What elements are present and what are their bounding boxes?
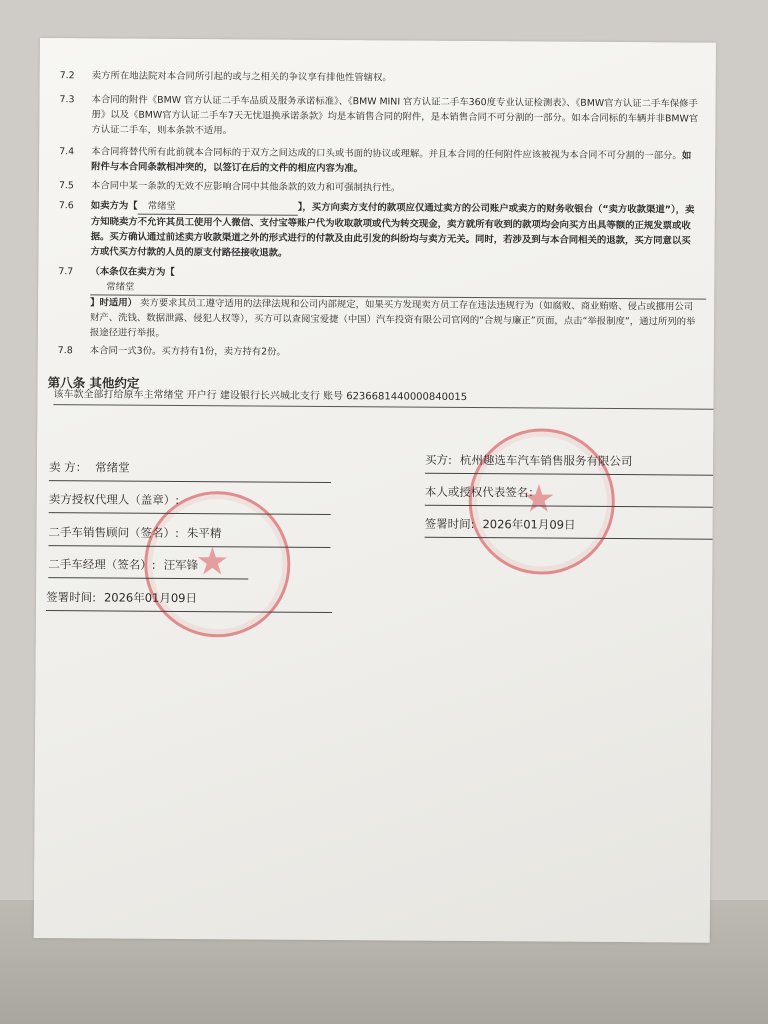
clause-7-4 xyxy=(59,144,699,178)
clause-text-bold: 】时适用） xyxy=(90,297,138,309)
seller-agent-label: 卖方授权代理人（盖章）: xyxy=(48,492,180,507)
clause-text: 卖方要求其员工遵守适用的法律法规和公司内部规定，如果买方发现卖方员工存在违法违规行为（如腐败、商业贿赂、侵占或挪用公司财产、洗钱、数据泄露、侵犯人权等），买方可以查阅宝爱捷（中国）汽车投资有限公司官网的“合规与廉正”页面，点击“举报制度”，通过所列的举报途径进行举报。 xyxy=(89,297,696,339)
clause-number: 7.7 xyxy=(58,266,74,278)
seller-date-label: 签署时间: xyxy=(46,590,97,605)
seller-agent-line xyxy=(49,490,331,515)
seller-company-seal: ★ xyxy=(144,491,291,638)
clause-prefix: （本条仅在卖方为【 xyxy=(90,266,175,278)
clause-text: 本合同一式3份。买方持有1份，卖方持有2份。 xyxy=(89,345,286,358)
clause-number: 7.4 xyxy=(59,146,75,158)
seller-manager-line xyxy=(48,555,248,579)
seller-advisor-line xyxy=(48,523,330,548)
clause-text: 卖方所在地法院对本合同所引起的或与之相关的争议享有排他性管辖权。 xyxy=(91,70,392,84)
buyer-agent-line xyxy=(425,483,713,508)
buyer-party-line xyxy=(425,451,713,476)
clause-number: 7.8 xyxy=(57,345,73,357)
contract-page xyxy=(34,38,716,943)
seller-advisor-signature: 朱平精 xyxy=(186,526,222,541)
clause-text-wrapper xyxy=(90,264,699,344)
section-title: 第八条 其他约定 xyxy=(47,375,140,391)
buyer-date-label: 签署时间: xyxy=(424,516,475,532)
buyer-party-value: 杭州趣选车汽车销售服务有限公司 xyxy=(459,452,633,469)
buyer-date-value: 2026年01月09日 xyxy=(482,517,576,532)
clause-number: 7.2 xyxy=(59,70,75,82)
clause-prefix: 如卖方为【 xyxy=(90,200,138,212)
seller-advisor-label: 二手车销售顾问（签名）: xyxy=(48,525,179,540)
seller-date-line xyxy=(46,588,332,613)
seller-party-line xyxy=(49,458,331,483)
buyer-date-line xyxy=(425,515,713,540)
seller-party-label: 卖 方： xyxy=(48,460,88,475)
clause-number: 7.6 xyxy=(58,200,74,212)
clause-7-2 xyxy=(60,68,700,87)
clause-text: 本合同将替代所有此前就本合同标的于双方之间达成的口头或书面的协议或理解。并且本合同的任何附件应该被视为本合同不可分割的一部分。 xyxy=(91,146,682,162)
seller-name-fill: 常绪堂 xyxy=(138,199,298,216)
clause-number: 7.3 xyxy=(59,94,75,106)
clause-7-8 xyxy=(58,343,698,362)
clause-number: 7.5 xyxy=(58,180,74,192)
clause-7-6 xyxy=(58,198,698,263)
clause-text-wrapper xyxy=(90,198,698,263)
seller-name-fill: 常绪堂 xyxy=(90,279,706,299)
clause-7-7 xyxy=(58,264,699,344)
buyer-agent-label: 本人或授权代表签名： xyxy=(424,484,540,500)
clause-7-3 xyxy=(59,92,699,141)
clause-text-wrapper xyxy=(91,144,699,178)
seller-manager-signature: 汪军锋 xyxy=(163,557,199,573)
other-agreement-remark: 该车款全部打给原车主常绪堂 开户行 建设银行长兴城北支行 账号 6236681440000840015 xyxy=(53,388,713,410)
clause-text: 本合同中某一条款的无效不应影响合同中其他条款的效力和可强制执行性。 xyxy=(90,180,401,194)
seller-manager-label: 二手车经理（签名）: xyxy=(48,557,156,572)
clause-text: 】，买方向卖方支付的款项应仅通过卖方的公司账户或卖方的财务收银台（“卖方收款渠道”），卖方知晓卖方不允许其员工使用个人微信、支付宝等账户代为收取款项或代为转交现金，卖方就所有收到的款项均会向买方出具等额的正规发票或收据。买方确认通过前述卖方收款渠道之外的形式进行的付款及由此引发的纠纷均与卖方无关。同时，若涉及到与本合同相关的退款，买方同意以买方或代买方付款的人员的原支付路径接收退款。 xyxy=(90,201,695,259)
seller-date-value: 2026年01月09日 xyxy=(103,590,198,606)
clause-7-5 xyxy=(59,178,699,197)
seller-party-value: 常绪堂 xyxy=(95,460,130,475)
clause-text: 本合同的附件《BMW 官方认证二手车品质及服务承诺标准》、《BMW MINI 官方认证二手车360度专业认证检测表》、《BMW官方认证二手车保修手册》以及《BMW官方认证二手车7天无忧退换承诺条款》均是本销售合同的附件，是本销售合同不可分割的一部分。如本合同标的车辆并非BMW官方认证二手车，则本条款不适用。 xyxy=(91,94,699,137)
buyer-party-label: 买方: xyxy=(425,452,452,467)
buyer-company-seal: ★ xyxy=(468,428,615,575)
clause-text-bold: 如附件与本合同条款相冲突的，以签订在后的文件的相应内容为准。 xyxy=(91,150,692,175)
